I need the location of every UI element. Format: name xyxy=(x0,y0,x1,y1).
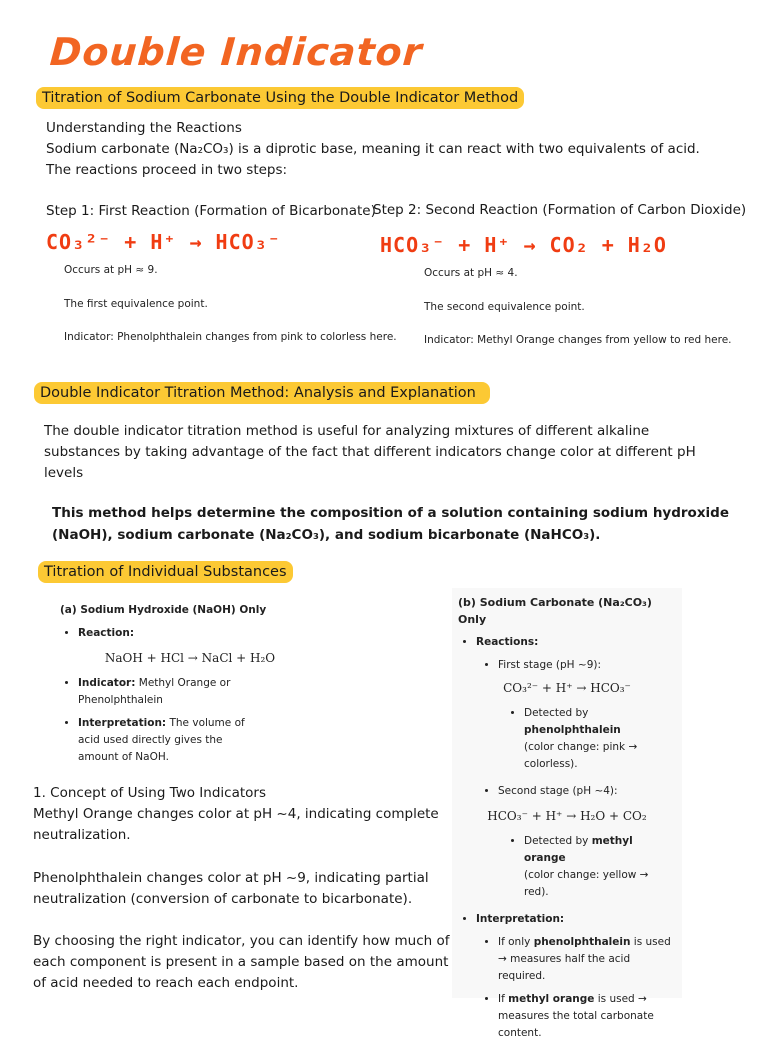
card-na2co3 xyxy=(452,588,682,1039)
interpretation-label: • Interpretation: xyxy=(476,911,676,928)
section-heading-titration: Titration of Sodium Carbonate Using the Double Indicator Method xyxy=(36,87,524,109)
card-na2co3-title: (b) Sodium Carbonate (Na₂CO₃) Only xyxy=(458,596,652,626)
interp-post: is used → measures half the acid required. xyxy=(498,936,671,982)
first-stage: • First stage (pH ~9): xyxy=(498,657,676,674)
concept-methyl-orange: Methyl Orange changes color at pH ~4, indicating complete neutralization. xyxy=(33,806,439,843)
second-stage: • Second stage (pH ~4): xyxy=(498,783,676,800)
reactions-intro-heading: Understanding the Reactions xyxy=(46,120,242,136)
step1-indicator: Indicator: Phenolphthalein changes from pink to colorless here. xyxy=(64,331,397,343)
interp-bold: phenolphthalein xyxy=(533,936,631,948)
interp-pre: If xyxy=(498,993,509,1005)
detected-pre: Detected by xyxy=(524,835,592,847)
interpretation-phenolphthalein xyxy=(498,934,676,985)
indicator-label: Indicator: xyxy=(78,677,136,689)
card-naoh-title: (a) Sodium Hydroxide (NaOH) Only xyxy=(60,604,267,616)
section-heading-analysis: Double Indicator Titration Method: Analysis and Explanation xyxy=(34,382,490,404)
detected-by-phenolphthalein xyxy=(524,705,676,773)
detected-bold: methyl orange xyxy=(524,835,633,864)
carbonate-equation-1: CO₃²⁻ + H⁺ → HCO₃⁻ xyxy=(503,681,631,695)
step1-equation: CO₃²⁻ + H⁺ → HCO₃⁻ xyxy=(46,230,281,254)
concept-heading: 1. Concept of Using Two Indicators xyxy=(33,785,266,801)
interp-bold: methyl orange xyxy=(508,993,595,1005)
reactions-steps-text: The reactions proceed in two steps: xyxy=(46,162,288,178)
reaction-label: Reaction: xyxy=(78,627,135,639)
interpretation-text: The volume of acid used directly gives the amount of NaOH. xyxy=(78,717,245,763)
section-heading-individual: Titration of Individual Substances xyxy=(38,561,293,583)
interp-post: is used → measures the total carbonate content. xyxy=(498,993,654,1039)
step2-ph: Occurs at pH ≈ 4. xyxy=(424,267,518,279)
detected-by-methyl-orange xyxy=(524,833,676,901)
concept-choosing-indicator: By choosing the right indicator, you can identify how much of each component is present in a sample based on the amount of acid needed to reach each endpoint. xyxy=(33,933,450,991)
interpretation-label: Interpretation: xyxy=(78,717,167,729)
card-naoh-reaction xyxy=(78,625,320,642)
sodium-carbonate-description: Sodium carbonate (Na₂CO₃) is a diprotic base, meaning it can react with two equivalents of acid. xyxy=(46,141,700,157)
card-naoh xyxy=(60,602,320,766)
step2-heading: Step 2: Second Reaction (Formation of Carbon Dioxide) xyxy=(373,202,747,218)
detected-post: (color change: pink → colorless). xyxy=(524,741,638,770)
carbonate-equation-2: HCO₃⁻ + H⁺ → H₂O + CO₂ xyxy=(487,809,647,823)
step2-equivalence-point: The second equivalence point. xyxy=(424,301,585,313)
step2-equation: HCO₃⁻ + H⁺ → CO₂ + H₂O xyxy=(380,233,667,257)
step2-indicator: Indicator: Methyl Orange changes from yellow to red here. xyxy=(424,334,732,346)
reactions-label: • Reactions: xyxy=(476,634,676,651)
step1-ph: Occurs at pH ≈ 9. xyxy=(64,264,158,276)
card-naoh-interpretation xyxy=(78,715,248,766)
step1-heading: Step 1: First Reaction (Formation of Bicarbonate) xyxy=(46,203,376,219)
detected-bold: phenolphthalein xyxy=(524,724,621,736)
composition-paragraph: This method helps determine the composition of a solution containing sodium hydroxide (NaOH), sodium carbonate (Na₂CO₃), and sodium bicarbonate (NaHCO₃). xyxy=(52,505,729,543)
detected-post: (color change: yellow → red). xyxy=(524,869,649,898)
naoh-equation: NaOH + HCl → NaCl + H₂O xyxy=(104,651,276,665)
analysis-paragraph: The double indicator titration method is useful for analyzing mixtures of different alkaline substances by taking advantage of the fact that different indicators change color at different pH levels xyxy=(44,423,696,481)
indicator-text: Methyl Orange or Phenolphthalein xyxy=(78,677,231,706)
card-naoh-indicator xyxy=(78,675,248,709)
interpretation-methyl-orange xyxy=(498,991,676,1042)
detected-pre: Detected by xyxy=(524,707,589,719)
concept-phenolphthalein: Phenolphthalein changes color at pH ~9, indicating partial neutralization (conversion of carbonate to bicarbonate). xyxy=(33,870,429,907)
page-title: Double Indicator xyxy=(48,30,425,74)
interp-pre: If only xyxy=(498,936,534,948)
step1-equivalence-point: The first equivalence point. xyxy=(64,298,208,310)
